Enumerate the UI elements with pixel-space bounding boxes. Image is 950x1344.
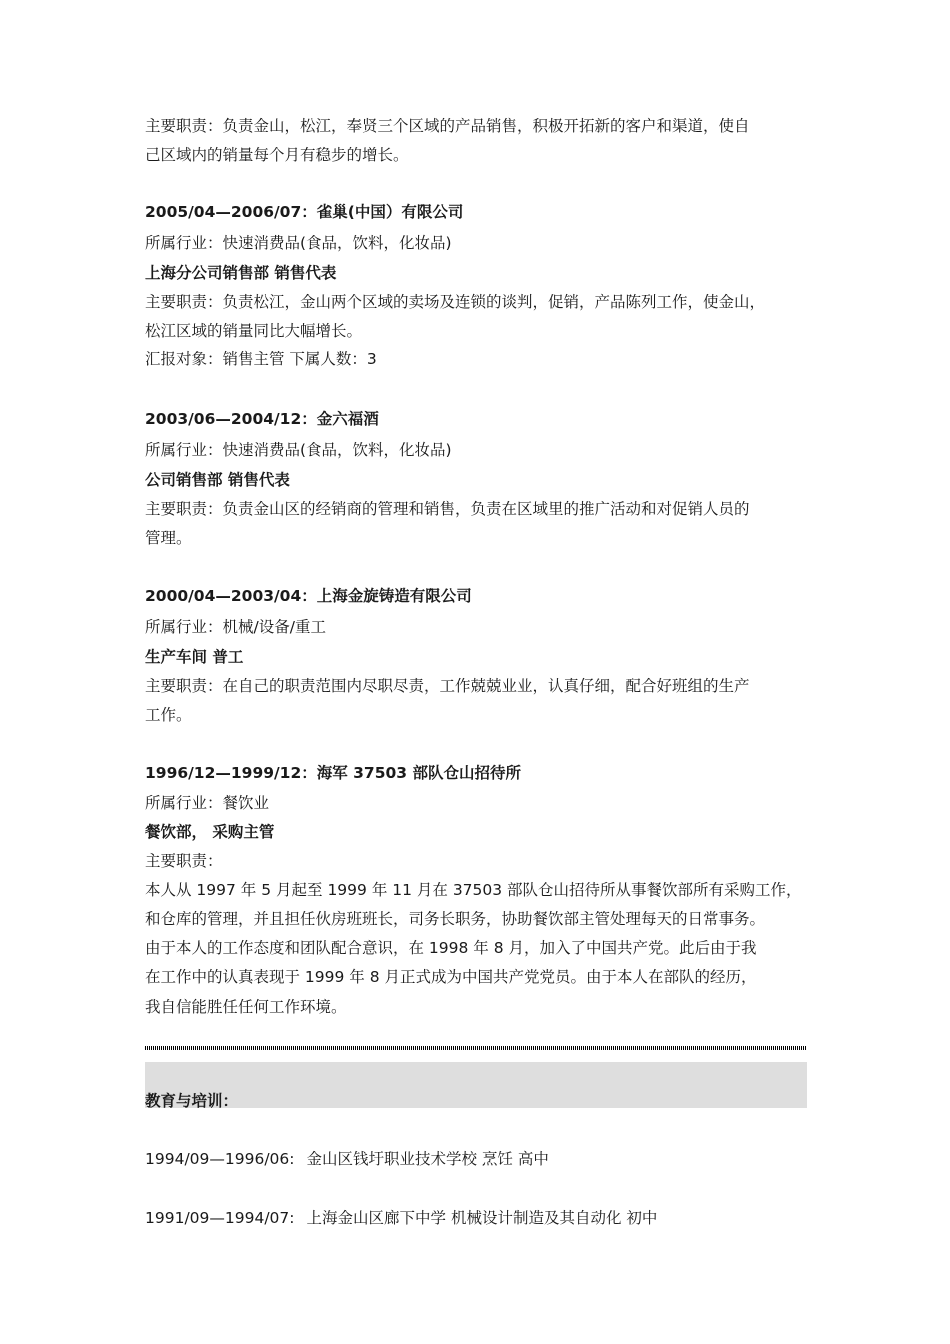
job-duty-line: 主要职责：负责金山区的经销商的管理和销售，负责在区域里的推广活动和对促销人员的: [145, 500, 750, 518]
job-industry: 所属行业：快速消费品(食品，饮料，化妆品): [145, 234, 452, 252]
job-report: 汇报对象：销售主管 下属人数：3: [145, 350, 377, 368]
education-period: 1991/09—1994/07:: [145, 1209, 295, 1227]
job-title: 1996/12—1999/12：海军 37503 部队仓山招待所: [145, 764, 521, 782]
job-duty-line: 主要职责：负责金山，松江，奉贤三个区域的产品销售，积极开拓新的客户和渠道，使自: [145, 117, 750, 135]
job-description-line: 我自信能胜任任何工作环境。: [145, 998, 347, 1016]
job-title: 2005/04—2006/07：雀巢(中国）有限公司: [145, 203, 464, 221]
education-period: 1994/09—1996/06:: [145, 1150, 295, 1168]
job-duty-line: 主要职责：在自己的职责范围内尽职尽责，工作兢兢业业，认真仔细，配合好班组的生产: [145, 677, 750, 695]
job-duty-line: 工作。: [145, 706, 192, 724]
job-description-line: 在工作中的认真表现于 1999 年 8 月正式成为中国共产党党员。由于本人在部队的经历，: [145, 968, 757, 986]
job-description-line: 本人从 1997 年 5 月起至 1999 年 11 月在 37503 部队仓山招待所从事餐饮部所有采购工作，: [145, 881, 802, 899]
education-heading: 教育与培训：: [145, 1092, 239, 1110]
education-entry: [145, 1149, 549, 1169]
job-duty-line: 主要职责：负责松江，金山两个区域的卖场及连锁的谈判，促销，产品陈列工作，使金山，: [145, 293, 766, 311]
job-position: 上海分公司销售部 销售代表: [145, 264, 337, 282]
job-description-line: 和仓库的管理，并且担任伙房班班长，司务长职务，协助餐饮部主管处理每天的日常事务。: [145, 910, 766, 928]
job-position: 公司销售部 销售代表: [145, 471, 290, 489]
education-entry: [145, 1208, 657, 1228]
job-title: 2000/04—2003/04：上海金旋铸造有限公司: [145, 587, 472, 605]
job-duty-line: 松江区域的销量同比大幅增长。: [145, 322, 363, 340]
job-description-line: 由于本人的工作态度和团队配合意识，在 1998 年 8 月，加入了中国共产党。此后由于我: [145, 939, 757, 957]
job-industry: 所属行业：餐饮业: [145, 794, 270, 812]
job-industry: 所属行业：机械/设备/重工: [145, 618, 326, 636]
job-position: 餐饮部， 采购主管: [145, 823, 275, 841]
education-heading-band: [145, 1062, 807, 1108]
job-duty-label: 主要职责：: [145, 852, 223, 870]
job-duty-line: 管理。: [145, 529, 192, 547]
education-detail: 上海金山区廊下中学 机械设计制造及其自动化 初中: [306, 1209, 658, 1227]
job-industry: 所属行业：快速消费品(食品，饮料，化妆品): [145, 441, 452, 459]
job-duty-line: 己区域内的销量每个月有稳步的增长。: [145, 146, 409, 164]
job-position: 生产车间 普工: [145, 648, 244, 666]
job-title: 2003/06—2004/12：金六福酒: [145, 410, 379, 428]
education-detail: 金山区钱圩职业技术学校 烹饪 高中: [306, 1150, 549, 1168]
section-divider: [145, 1046, 807, 1050]
